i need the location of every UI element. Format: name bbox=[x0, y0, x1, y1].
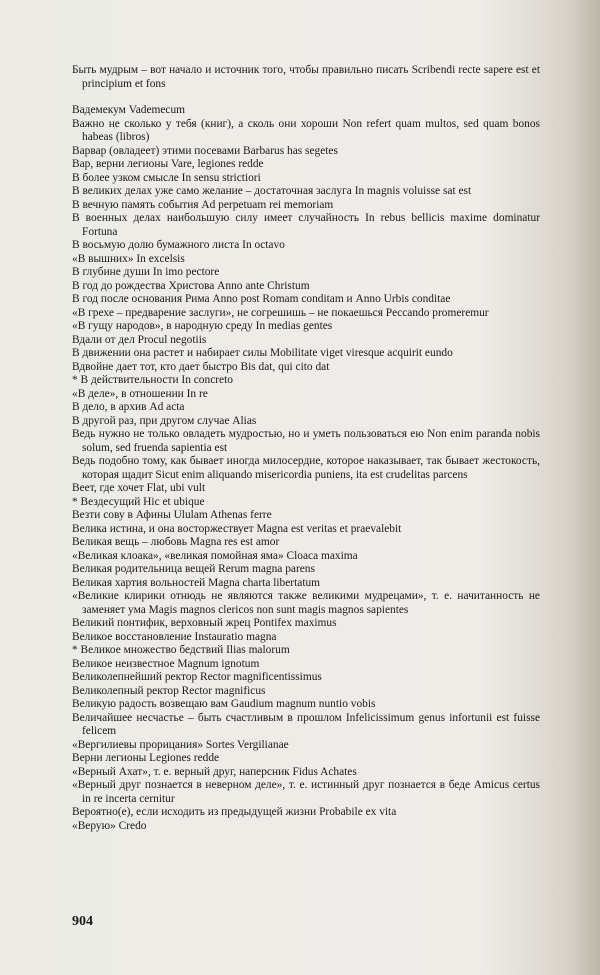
dictionary-entry: Великолепный ректор Rector magnificus bbox=[72, 684, 266, 697]
dictionary-entry: «В гущу народов», в народную среду In medias gentes bbox=[72, 320, 333, 332]
dictionary-entry: «В вышних» In excelsis bbox=[72, 252, 185, 265]
dictionary-entry: В год после основания Рима Anno post Romam conditam и Anno Urbis conditae bbox=[72, 293, 451, 305]
dictionary-entry: Варвар (овладеет) этими посевами Barbarus has segetes bbox=[72, 144, 338, 157]
dictionary-entry: В военных делах наибольшую силу имеет случайность In rebus bellicis maxime dominatur Fortuna bbox=[72, 212, 540, 238]
dictionary-entry: Важно не сколько у тебя (книг), а сколь они хороши Non refert quam multos, sed quam bonos habeas (libros) bbox=[72, 117, 540, 143]
dictionary-entry: * Великое множество бедствий Ilias malorum bbox=[72, 644, 290, 656]
dictionary-entry: «Верую» Credo bbox=[72, 819, 147, 832]
dictionary-entry: В более узком смысле In sensu strictiori bbox=[72, 171, 261, 184]
dictionary-entry: Вар, верни легионы Vare, legiones redde bbox=[72, 158, 264, 170]
dictionary-entry: В глубине души In imo pectore bbox=[72, 266, 220, 278]
dictionary-entry: Величайшее несчастье – быть счастливым в прошлом Infelicissimum genus infortunii est fuisse felicem bbox=[72, 711, 540, 737]
dictionary-entry: В восьмую долю бумажного листа In octavo bbox=[72, 239, 285, 251]
dictionary-entry: «В деле», в отношении In re bbox=[72, 387, 208, 400]
dictionary-entry: Верни легионы Legiones redde bbox=[72, 752, 220, 764]
dictionary-entry: Великий понтифик, верховный жрец Pontifex maximus bbox=[72, 617, 337, 629]
dictionary-entry: Великолепнейший ректор Rector magnificentissimus bbox=[72, 671, 322, 683]
dictionary-entry: Великая вещь – любовь Magna res est amor bbox=[72, 536, 280, 548]
dictionary-entry: Великое восстановление Instauratio magna bbox=[72, 630, 277, 643]
dictionary-entry: Велика истина, и она восторжествует Magna est veritas et praevalebit bbox=[72, 522, 402, 535]
dictionary-entry: В другой раз, при другом случае Alias bbox=[72, 414, 257, 427]
dictionary-entry: Вероятно(е), если исходить из предыдущей жизни Probabile ex vita bbox=[72, 806, 397, 818]
dictionary-entry: Великая хартия вольностей Magna charta libertatum bbox=[72, 576, 321, 589]
dictionary-entry: * Вездесущий Hic et ubique bbox=[72, 495, 205, 508]
dictionary-entry: В вечную память события Ad perpetuam rei memoriam bbox=[72, 198, 334, 211]
dictionary-entry: Ведь подобно тому, как бывает иногда милосердие, которое наказывает, так бывает жестокость, которая щадит Sicut enim aliquando misericordia puniens, ita est crudelitas parcens bbox=[72, 455, 540, 481]
dictionary-entry: * В действительности In concreto bbox=[72, 374, 233, 386]
dictionary-entry: В движении она растет и набирает силы Mobilitate viget viresque acquirit eundo bbox=[72, 347, 453, 359]
dictionary-entry: Великую радость возвещаю вам Gaudium magnum nuntio vobis bbox=[72, 698, 376, 710]
dictionary-entry: «Великие клирики отнюдь не являются также великими мудрецами», т. е. начитанность не заменяет ума Magis magnos clericos non sunt magis magnos sapientes bbox=[72, 590, 540, 616]
dictionary-entry: Веет, где хочет Flat, ubi vult bbox=[72, 482, 206, 494]
dictionary-entry: Быть мудрым – вот начало и источник того, чтобы правильно писать Scribendi recte sapere est et principium et fons bbox=[72, 64, 540, 90]
dictionary-entry: «Вергилиевы прорицания» Sortes Vergilianae bbox=[72, 738, 289, 751]
dictionary-entry: Великая родительница вещей Rerum magna parens bbox=[72, 563, 315, 575]
dictionary-entry: Вадемекум Vademecum bbox=[72, 104, 186, 116]
dictionary-entry: В великих делах уже само желание – достаточная заслуга In magnis voluisse sat est bbox=[72, 185, 472, 197]
dictionary-entry: В дело, в архив Ad acta bbox=[72, 401, 185, 413]
dictionary-entry: «Верный Ахат», т. е. верный друг, наперсник Fidus Achates bbox=[72, 765, 357, 778]
dictionary-entry: Великое неизвестное Magnum ignotum bbox=[72, 657, 260, 670]
dictionary-entry: Везти сову в Афины Ululam Athenas ferre bbox=[72, 509, 272, 521]
dictionary-entry: «Великая клоака», «великая помойная яма» Cloaca maxima bbox=[72, 549, 358, 562]
dictionary-entry: Ведь нужно не только овладеть мудростью, но и уметь пользоваться ею Non enim paranda nobis solum, sed fruenda sapientia est bbox=[72, 428, 540, 454]
dictionary-entries bbox=[72, 64, 540, 833]
dictionary-entry: «В грехе – предварение заслуги», не согрешишь – не покаешься Peccando promeremur bbox=[72, 306, 489, 319]
dictionary-entry: Вдвойне дает тот, кто дает быстро Bis dat, qui cito dat bbox=[72, 360, 330, 373]
dictionary-entry: В год до рождества Христова Anno ante Christum bbox=[72, 279, 310, 292]
dictionary-entry: Вдали от дел Procul negotiis bbox=[72, 333, 207, 346]
page-number: 904 bbox=[72, 914, 93, 929]
dictionary-entry: «Верный друг познается в неверном деле», т. е. истинный друг познается в беде Amicus certus in re incerta cernitur bbox=[72, 779, 540, 805]
